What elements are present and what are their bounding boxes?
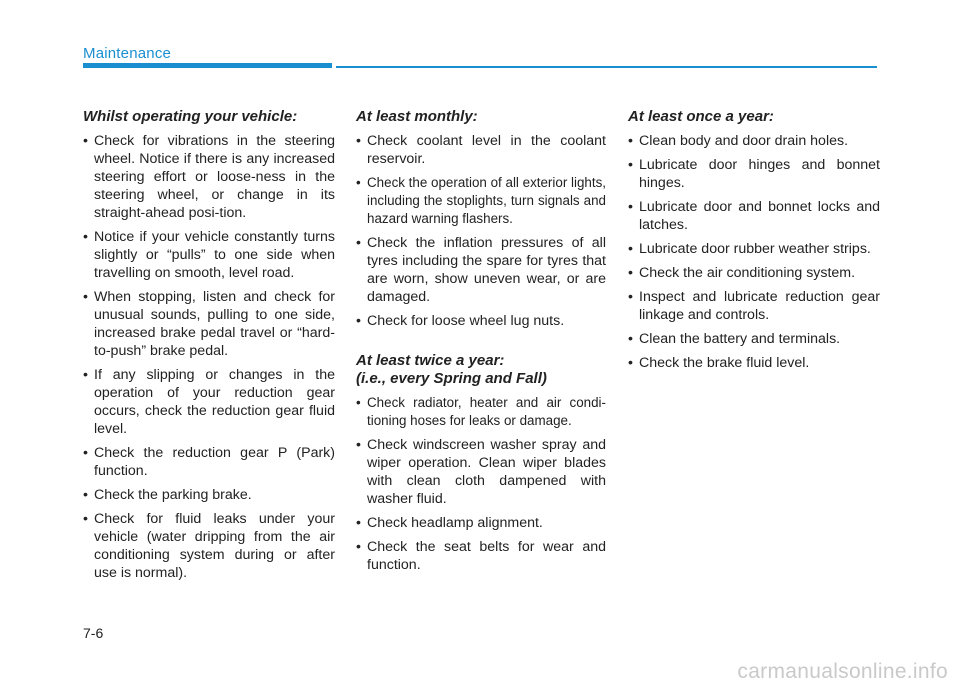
- list-item: • Clean the battery and terminals.: [628, 330, 880, 348]
- watermark-text: carmanualsonline.info: [737, 660, 948, 683]
- column-yearly: [628, 108, 880, 378]
- list-item: • Check for vibrations in the steering wheel. Notice if there is any increased steering effort or loose-ness in the steering wheel, or change in its straight-ahead posi-tion.: [83, 132, 335, 222]
- list-item: • Inspect and lubricate reduction gear linkage and controls.: [628, 288, 880, 324]
- list-item: • Check the reduction gear P (Park) function.: [83, 444, 335, 480]
- list-item: • Check windscreen washer spray and wiper operation. Clean wiper blades with clean cloth dampened with washer fluid.: [356, 436, 606, 508]
- column-monthly-twice: [356, 108, 606, 580]
- list-item: • Check for fluid leaks under your vehicle (water dripping from the air conditioning system during or after use is normal).: [83, 510, 335, 582]
- list-item: • Check coolant level in the coolant reservoir.: [356, 132, 606, 168]
- list-item: • Notice if your vehicle constantly turns slightly or “pulls” to one side when travelling on smooth, level road.: [83, 228, 335, 282]
- page-number: 7-6: [83, 625, 104, 641]
- heading-twice-yearly-line2: (i.e., every Spring and Fall): [356, 370, 547, 387]
- list-item: • Check for loose wheel lug nuts.: [356, 312, 606, 330]
- list-item: • Check the operation of all exterior lights, including the stoplights, turn signals and hazard warning flashers.: [356, 174, 606, 228]
- list-item: • If any slipping or changes in the operation of your reduction gear occurs, check the reduction gear fluid level.: [83, 366, 335, 438]
- list-item: • Clean body and door drain holes.: [628, 132, 880, 150]
- list-item: • Check the parking brake.: [83, 486, 335, 504]
- list-yearly: [628, 132, 880, 372]
- list-item: • Check the air conditioning system.: [628, 264, 880, 282]
- list-item: • Check radiator, heater and air condi-tioning hoses for leaks or damage.: [356, 394, 606, 430]
- header-rule-thick: [83, 63, 332, 68]
- heading-twice-yearly: [356, 352, 606, 388]
- list-item: • Lubricate door rubber weather strips.: [628, 240, 880, 258]
- column-operating: [83, 108, 335, 588]
- list-item: • Check headlamp alignment.: [356, 514, 606, 532]
- heading-monthly: At least monthly:: [356, 108, 478, 125]
- heading-yearly: At least once a year:: [628, 108, 774, 125]
- heading-twice-yearly-line1: At least twice a year:: [356, 352, 505, 369]
- list-item: • Check the inflation pressures of all tyres including the spare for tyres that are worn, show uneven wear, or are damaged.: [356, 234, 606, 306]
- list-item: • Lubricate door hinges and bonnet hinges.: [628, 156, 880, 192]
- list-operating: [83, 132, 335, 582]
- header-rule-thin: [336, 66, 877, 68]
- section-title: Maintenance: [83, 45, 172, 62]
- list-monthly: [356, 132, 606, 330]
- list-item: • Lubricate door and bonnet locks and latches.: [628, 198, 880, 234]
- list-item: • Check the brake fluid level.: [628, 354, 880, 372]
- list-item: • When stopping, listen and check for unusual sounds, pulling to one side, increased brake pedal travel or “hard-to-push” brake pedal.: [83, 288, 335, 360]
- list-item: • Check the seat belts for wear and function.: [356, 538, 606, 574]
- list-twice-yearly: [356, 394, 606, 574]
- heading-operating: Whilst operating your vehicle:: [83, 108, 298, 125]
